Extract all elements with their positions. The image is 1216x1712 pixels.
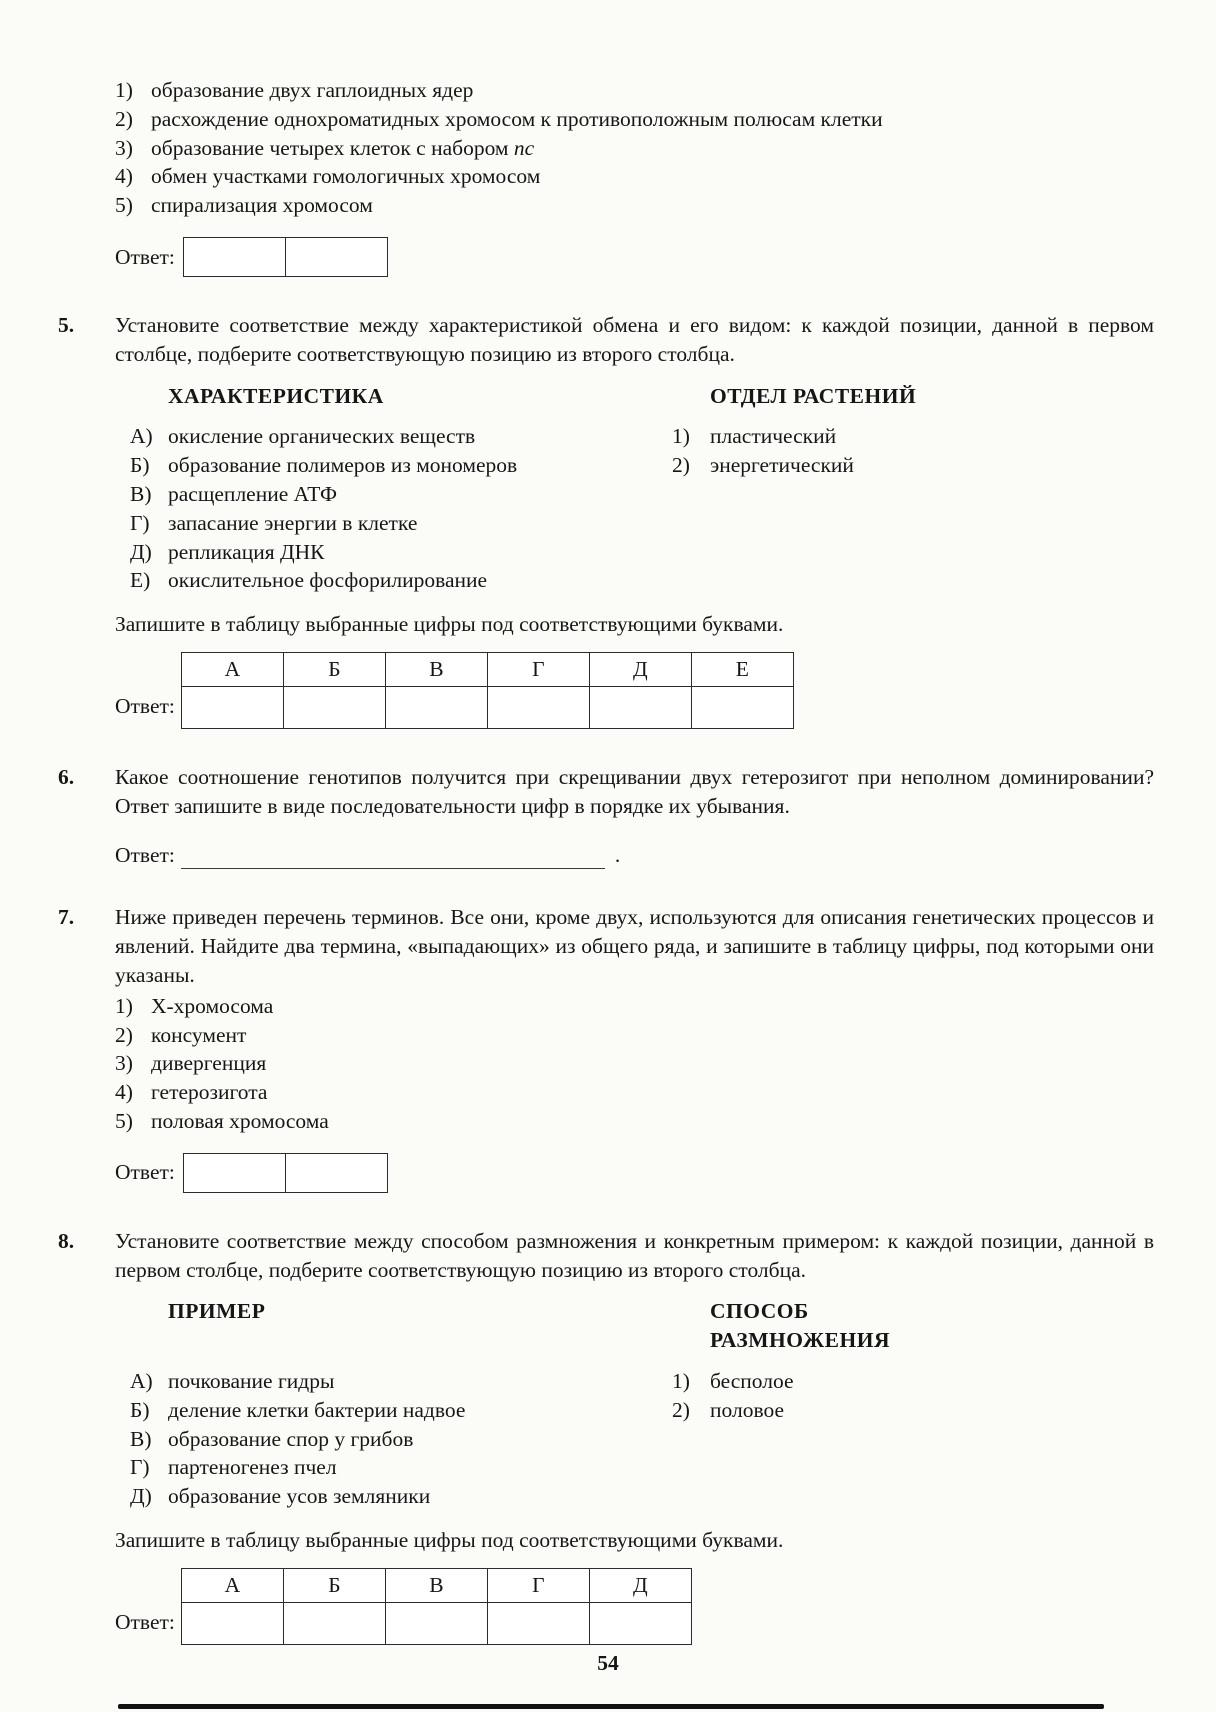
answer-cell[interactable]: [385, 1602, 487, 1644]
column-letter: А: [181, 1568, 283, 1602]
item-text: образование усов земляники: [168, 1484, 431, 1509]
question-text: Ниже приведен перечень терминов. Все они, кроме двух, используются для описания генетических процессов и явлений. Найдите два термина, «выпадающих» из общего ряда, и запишите в таблицу цифры, под которыми они указаны.: [115, 905, 1154, 987]
item-letter: Д): [130, 539, 152, 564]
question-number: 6.: [58, 764, 75, 789]
scan-edge-artifact: [118, 1704, 1104, 1709]
list-item: [115, 538, 672, 567]
question-number: 8.: [58, 1228, 75, 1253]
question-6: [58, 763, 1154, 869]
list-item: [115, 566, 672, 595]
list-item: [115, 509, 672, 538]
item-number: 2): [672, 1397, 690, 1422]
list-item: [115, 1107, 1154, 1136]
option-number: 4): [115, 1080, 133, 1105]
right-column-header: [672, 1297, 1154, 1355]
list-item: [115, 422, 672, 451]
option-number: 4): [115, 164, 133, 189]
list-item: [115, 1049, 1154, 1078]
left-column-header: ХАРАКТЕРИСТИКА: [168, 383, 384, 408]
list-item: [115, 105, 1154, 134]
answer-cell[interactable]: [283, 686, 385, 728]
item-text: окислительное фосфорилирование: [168, 568, 488, 593]
answer-table: [181, 1568, 692, 1645]
question-5: [58, 311, 1154, 729]
answer-label: Ответ:: [115, 1609, 175, 1634]
list-item: [115, 992, 1154, 1021]
option-text: гетерозигота: [151, 1080, 268, 1105]
item-letter: Г): [130, 510, 150, 535]
answer-cell[interactable]: [283, 1602, 385, 1644]
option-text-italic: nc: [513, 135, 535, 160]
table-instruction: Запишите в таблицу выбранные цифры под соответствующими буквами.: [115, 1527, 784, 1552]
question-number: 5.: [58, 312, 75, 337]
column-letter: В: [385, 652, 487, 686]
item-letter: Б): [130, 1397, 150, 1422]
question-7-answer-line: [115, 1153, 1154, 1193]
question-5-answer-line: [115, 652, 1154, 729]
list-item: [115, 1078, 1154, 1107]
option-number: 3): [115, 135, 133, 160]
list-item: [672, 451, 1154, 480]
answer-cell[interactable]: [184, 238, 285, 276]
question-text: Установите соответствие между способом размножения и конкретным примером: к каждой позиции, данной в первом столбце, подберите соответствующую позицию из второго столбца.: [115, 1228, 1154, 1282]
list-item: [115, 134, 1154, 163]
question-text: Какое соотношение генотипов получится при скрещивании двух гетерозигот при неполном доминировании? Ответ запишите в виде последовательности цифр в порядке их убывания.: [115, 764, 1154, 818]
answer-label: Ответ:: [115, 694, 175, 719]
answer-cell[interactable]: [589, 1602, 691, 1644]
question-7-option-list: [115, 992, 1154, 1136]
answer-cell[interactable]: [691, 686, 793, 728]
list-item: [115, 480, 672, 509]
item-text: образование спор у грибов: [168, 1426, 414, 1451]
answer-box[interactable]: [183, 1153, 388, 1193]
question-text: Установите соответствие между характеристикой обмена и его видом: к каждой позиции, данной в первом столбце, подберите соответствующую позицию из второго столбца.: [115, 312, 1154, 366]
item-text: запасание энергии в клетке: [168, 510, 418, 535]
option-number: 5): [115, 1108, 133, 1133]
sentence-period: .: [614, 842, 621, 867]
answer-table-input-row: [181, 1602, 691, 1644]
option-text: спирализация хромосом: [151, 193, 373, 218]
answer-cell[interactable]: [487, 1602, 589, 1644]
left-item-list: [115, 1367, 672, 1511]
option-number: 2): [115, 106, 133, 131]
option-number: 1): [115, 993, 133, 1018]
question-7: [58, 903, 1154, 1192]
answer-cell[interactable]: [385, 686, 487, 728]
option-text: Х-хромосома: [151, 993, 274, 1018]
question-number: 7.: [58, 905, 75, 930]
item-number: 1): [672, 424, 690, 449]
list-item: [115, 1396, 672, 1425]
item-text: пластический: [710, 424, 837, 449]
answer-cell[interactable]: [184, 1154, 285, 1192]
option-text-plain: образование четырех клеток с набором: [151, 135, 514, 160]
list-item: [672, 1367, 1154, 1396]
question-number-spacer: [58, 74, 115, 277]
option-text: образование двух гаплоидных ядер: [151, 78, 474, 102]
option-text: обмен участками гомологичных хромосом: [151, 164, 541, 189]
column-letter: А: [181, 652, 283, 686]
item-text: расщепление АТФ: [168, 481, 337, 506]
column-letter: В: [385, 1568, 487, 1602]
answer-cell[interactable]: [285, 1154, 387, 1192]
answer-cell[interactable]: [181, 686, 283, 728]
answer-label: Ответ:: [115, 244, 175, 269]
item-text: почкование гидры: [168, 1368, 335, 1393]
answer-cell[interactable]: [285, 238, 387, 276]
list-item: [115, 1482, 672, 1511]
item-text: половое: [710, 1397, 785, 1422]
item-text: партеногенез пчел: [168, 1455, 337, 1480]
column-letter: Б: [283, 652, 385, 686]
answer-blank-line[interactable]: [181, 843, 605, 869]
answer-table: [181, 652, 794, 729]
column-letter: Б: [283, 1568, 385, 1602]
answer-table-input-row: [181, 686, 793, 728]
item-text: репликация ДНК: [168, 539, 325, 564]
list-item: [115, 1367, 672, 1396]
answer-table-header-row: [181, 1568, 691, 1602]
answer-cell[interactable]: [487, 686, 589, 728]
item-text: образование полимеров из мономеров: [168, 453, 518, 478]
column-letter: Е: [691, 652, 793, 686]
item-letter: А): [130, 424, 153, 449]
right-item-list: [672, 1367, 1154, 1511]
list-item: [115, 1425, 672, 1454]
column-letter: Д: [589, 652, 691, 686]
list-item: [672, 1396, 1154, 1425]
item-number: 1): [672, 1368, 690, 1393]
item-text: деление клетки бактерии надвое: [168, 1397, 466, 1422]
item-letter: Г): [130, 1455, 150, 1480]
item-letter: Д): [130, 1484, 152, 1509]
table-instruction: Запишите в таблицу выбранные цифры под соответствующими буквами.: [115, 612, 784, 637]
question-4-answer-line: [115, 237, 1154, 277]
item-text: энергетический: [710, 453, 854, 478]
option-number: 1): [115, 78, 133, 102]
column-letter: Д: [589, 1568, 691, 1602]
question-8-answer-line: [115, 1568, 1154, 1645]
right-column-header-line1: СПОСОБ: [710, 1299, 809, 1324]
answer-box[interactable]: [183, 237, 388, 277]
list-item: [115, 1453, 672, 1482]
question-8: [58, 1227, 1154, 1645]
answer-cell[interactable]: [181, 1602, 283, 1644]
right-column-header-line2: РАЗМНОЖЕНИЯ: [710, 1328, 890, 1353]
question-4-option-list: [115, 76, 1154, 220]
option-text: [151, 134, 1154, 163]
column-letter: Г: [487, 1568, 589, 1602]
left-column-header: ПРИМЕР: [168, 1299, 266, 1324]
item-text: бесполое: [710, 1368, 794, 1393]
item-letter: В): [130, 481, 152, 506]
item-letter: В): [130, 1426, 152, 1451]
right-item-list: [672, 422, 1154, 595]
page-number: 54: [597, 1651, 619, 1676]
answer-table-header-row: [181, 652, 793, 686]
right-column-header: ОТДЕЛ РАСТЕНИЙ: [710, 383, 917, 408]
answer-label: Ответ:: [115, 1160, 175, 1185]
option-number: 3): [115, 1051, 133, 1076]
item-letter: Б): [130, 453, 150, 478]
column-letter: Г: [487, 652, 589, 686]
list-item: [115, 76, 1154, 105]
matching-columns: [115, 382, 1154, 596]
item-text: окисление органических веществ: [168, 424, 476, 449]
list-item: [672, 422, 1154, 451]
option-number: 2): [115, 1022, 133, 1047]
option-text: половая хромосома: [151, 1108, 329, 1133]
option-text: расхождение однохроматидных хромосом к противоположным полюсам клетки: [151, 106, 883, 131]
list-item: [115, 1021, 1154, 1050]
option-text: дивергенция: [151, 1051, 267, 1076]
list-item: [115, 451, 672, 480]
item-letter: А): [130, 1368, 153, 1393]
option-text: консумент: [151, 1022, 247, 1047]
item-letter: Е): [130, 568, 151, 593]
left-item-list: [115, 422, 672, 595]
question-6-answer-line: [115, 841, 1154, 870]
list-item: [115, 191, 1154, 220]
item-number: 2): [672, 453, 690, 478]
matching-columns: [115, 1297, 1154, 1511]
option-number: 5): [115, 193, 133, 218]
question-4-options-block: [58, 74, 1154, 277]
answer-label: Ответ:: [115, 842, 175, 867]
list-item: [115, 162, 1154, 191]
answer-cell[interactable]: [589, 686, 691, 728]
